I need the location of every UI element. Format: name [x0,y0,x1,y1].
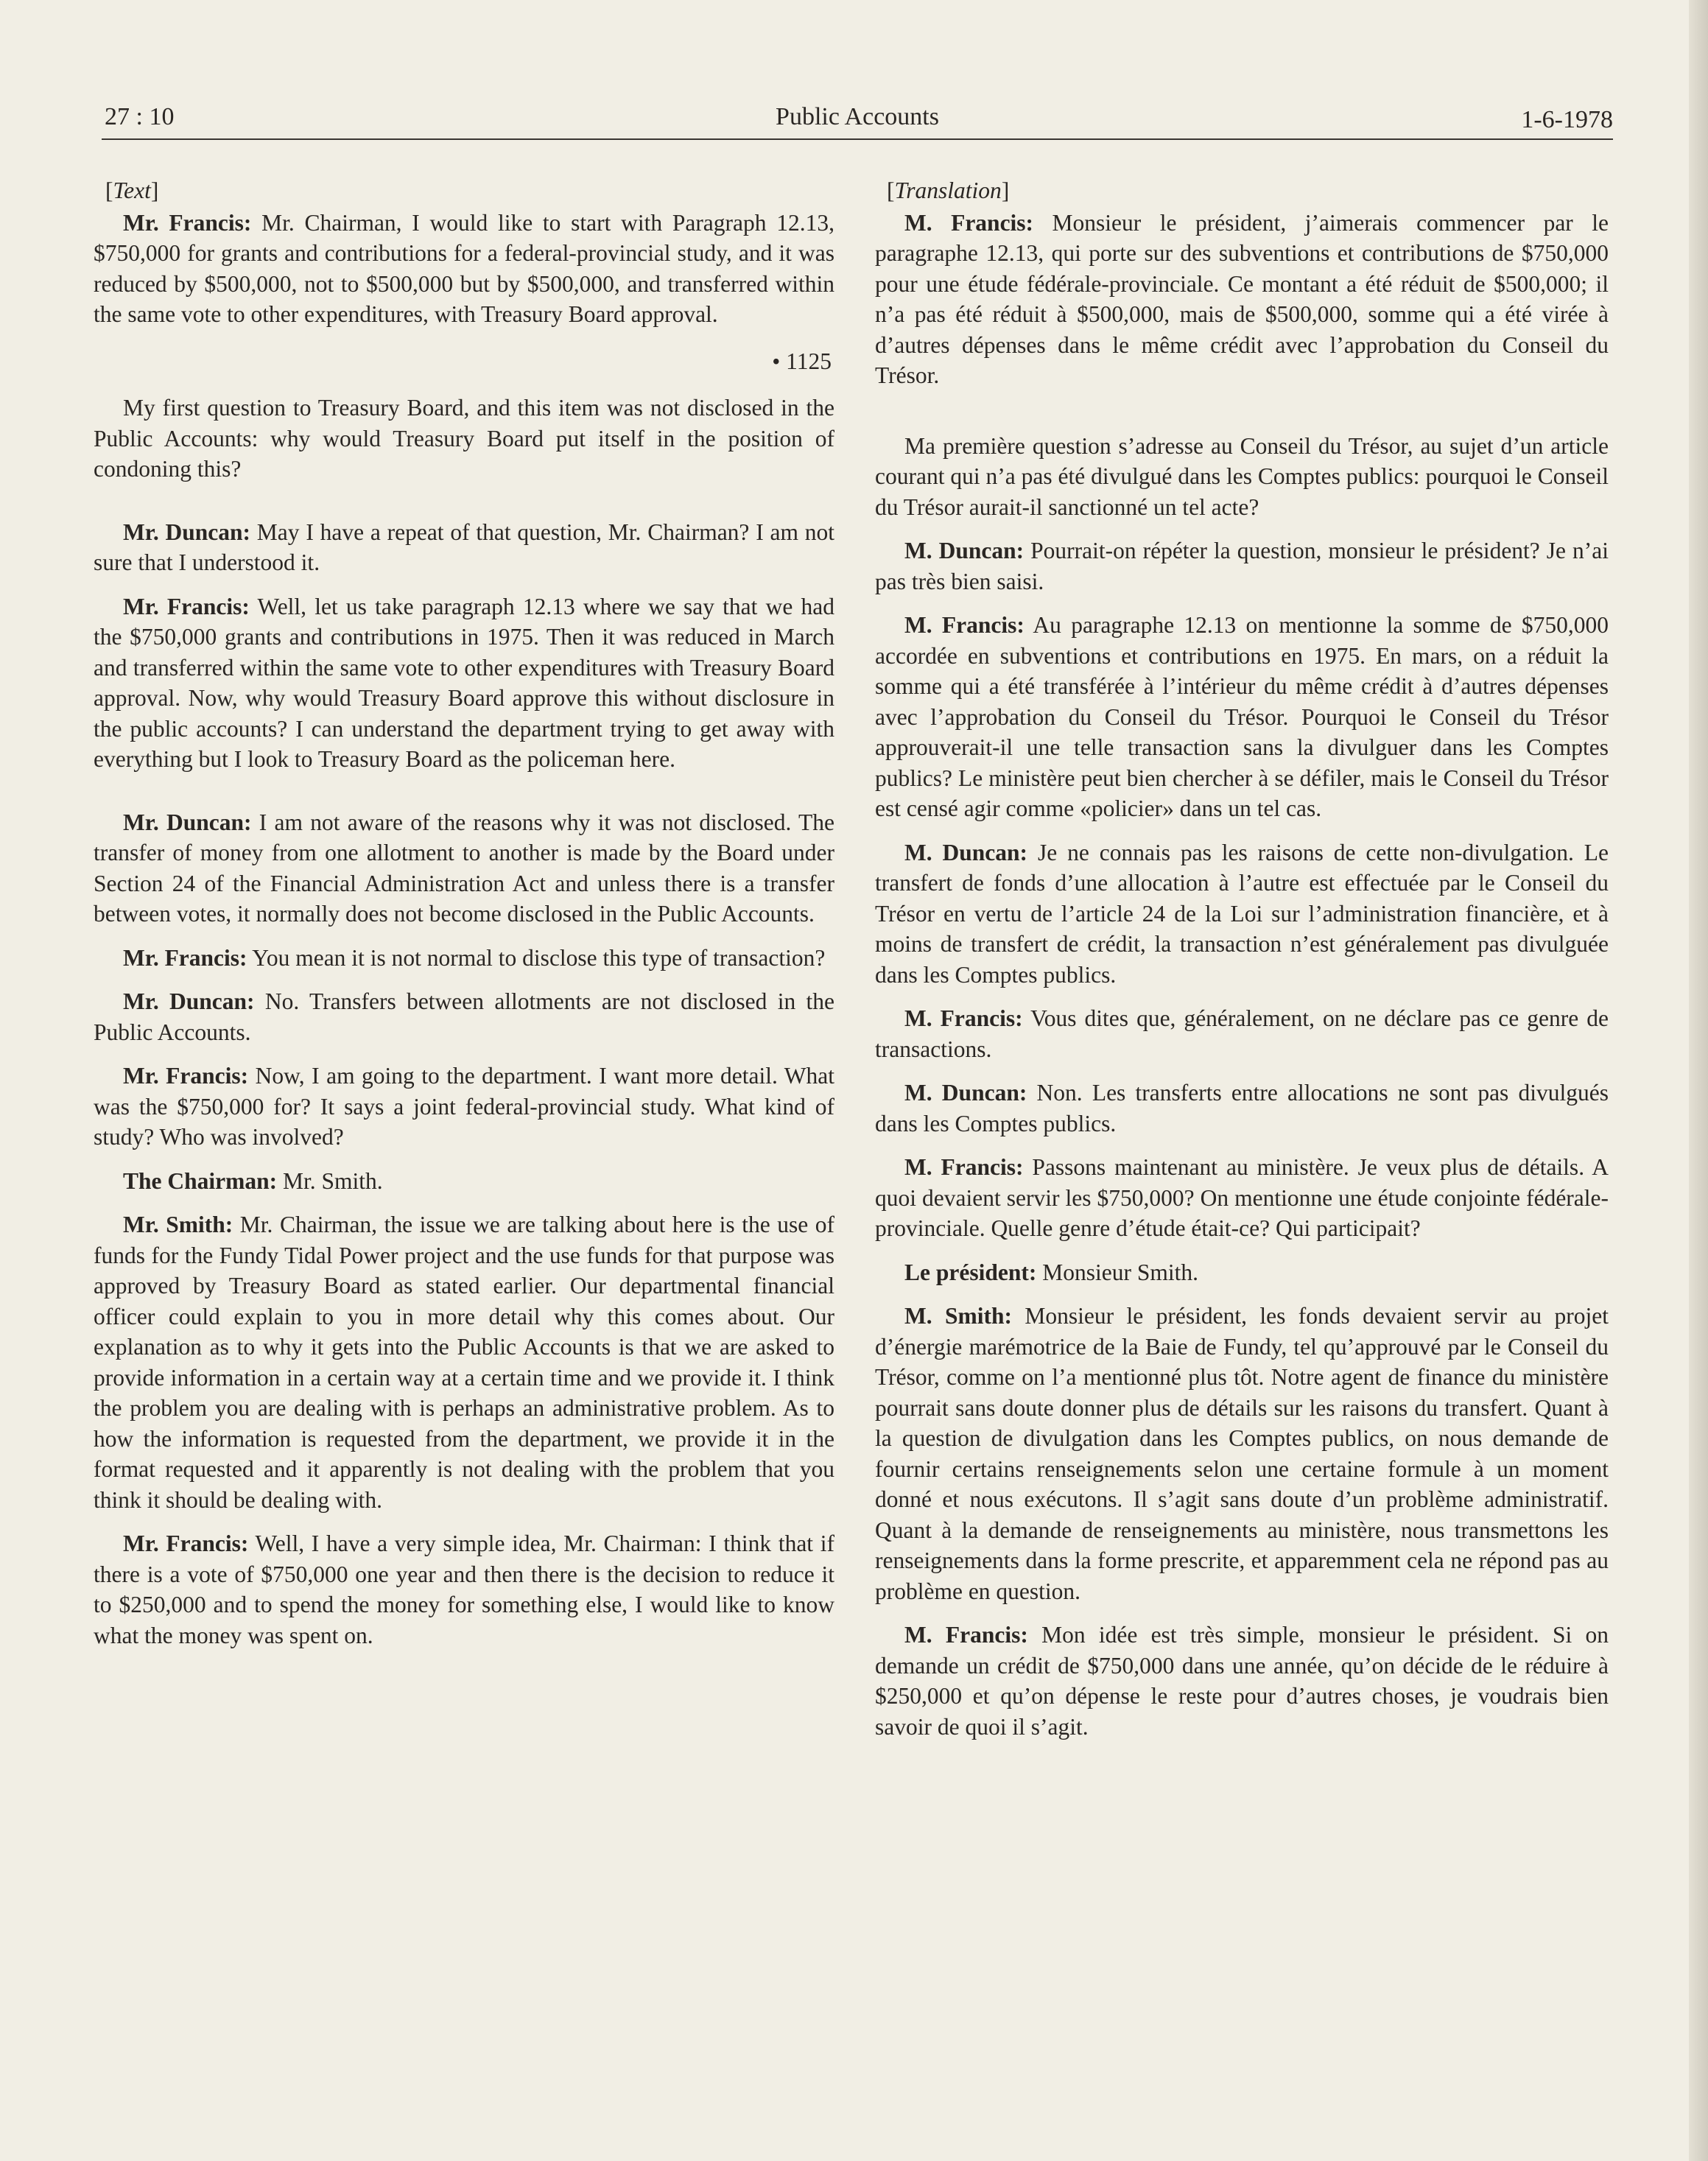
english-column [94,175,834,1664]
speech: Vous dites que, généralement, on ne déclare pas ce genre de transactions. [875,1005,1609,1062]
speaker: Mr. Smith: [123,1212,233,1237]
page-number: 27 : 10 [105,103,175,130]
paragraph [875,610,1609,824]
speaker: Mr. Francis: [123,944,247,971]
speech: Monsieur le président, j’aimerais commencer par le paragraphe 12.13, qui porte sur des subventions et contributions de $750,000 pour une étude fédérale-provinciale. Ce montant a été réduit de $500,000; il n’a pas été réduit à $500,000, mais de $500,000, somme qui a été virée à d’autres dépenses dans le même crédit avec l’approbation du Conseil du Trésor. [875,209,1609,388]
speech: I am not aware of the reasons why it was not disclosed. The transfer of money from one allotment to another is made by the Board under Section 24 of the Financial Administration Act and unless there is a transfer between votes, it normally does not become disclosed in the Public Accounts. [94,809,834,927]
paragraph [94,1528,834,1651]
speaker: M. Francis: [904,612,1025,638]
speech: Well, I have a very simple idea, Mr. Chairman: I think that if there is a vote of $750,000 one year and then there is the decision to reduce it to $250,000 and to spend the money for something else, I would like to know what the money was spent on. [94,1531,835,1648]
header-rule [102,138,1613,140]
speaker: Mr. Francis: [123,1063,249,1089]
speaker: M. Duncan: [904,1080,1027,1106]
speech: May I have a repeat of that question, Mr. Chairman? I am not sure that I understood it. [94,519,834,575]
paragraph [94,986,834,1047]
speech: Pourrait-on répéter la question, monsieur le président? Je n’ai pas très bien saisi. [875,538,1609,594]
speaker: Mr. Francis: [123,1531,249,1556]
page-header [102,103,1613,141]
paragraph [875,1003,1609,1064]
paragraph [94,1166,834,1197]
language-label: [Translation] [887,178,1010,203]
speech: Now, I am going to the department. I want more detail. What was the $750,000 for? It says a joint federal-provincial study. What kind of study? Who was involved? [94,1063,835,1150]
paragraph [94,208,834,330]
speech: You mean it is not normal to disclose this type of transaction? [247,944,826,971]
speaker: Le président: [904,1259,1037,1285]
language-label: [Text] [105,178,159,203]
speech: Monsieur le président, les fonds devaient servir au projet d’énergie marémotrice de la Baie de Fundy, tel qu’approuvé par le Conseil du Trésor, comme on l’a mentionné plus tôt. Notre agent de finance du ministère pourrait sans doute donner plus de détails sur les raisons du transfert. Quant à la question de divulgation dans les Comptes publics, on nous demande de fournir certains renseignements selon une certaine formule à un moment donné et nous exécutons. Il s’agit sans doute d’un problème administratif. Quant à la demande de renseignements au ministère, nous transmettons les renseignements dans la forme prescrite, et apparemment cela ne répond pas au problème en question. [875,1303,1609,1604]
speech: Mr. Chairman, the issue we are talking about here is the use of funds for the Fundy Tidal Power project and the use funds for that purpose was approved by Treasury Board as stated earlier. Our departmental financial officer could explain to you in more detail why this comes about. Our explanation as to why it gets into the Public Accounts is that we are asked to provide information in a certain way at a certain time and we provide it. I think the problem you are dealing with is perhaps an administrative problem. As to how the information is requested from the department, we provide it in the format requested and it apparently is not dealing with the problem that you think it should be dealing with. [94,1212,834,1513]
speaker: The Chairman: [123,1167,278,1194]
paragraph [875,535,1609,597]
speaker: M. Duncan: [904,538,1025,563]
speech: Mon idée est très simple, monsieur le président. Si on demande un crédit de $750,000 dans une année, qu’on décide de le réduire à $250,000 et qu’on dépense le reste pour d’autres choses, je voudrais bien savoir de quoi il s’agit. [875,1622,1609,1740]
paragraph [94,943,834,974]
speaker: Mr. Duncan: [123,519,251,545]
speaker: Mr. Francis: [123,209,252,236]
paragraph [875,1152,1609,1244]
paragraph [94,807,834,930]
paragraph [875,1620,1609,1742]
speech: Well, let us take paragraph 12.13 where we say that we had the $750,000 grants and contributions in 1975. Then it was reduced in March and transferred within the same vote to other expenditures with Treasury Board approval. Now, why would Treasury Board approve this without disclosure in the public accounts? I can understand the department trying to get away with everything but I look to Treasury Board as the policeman here. [94,593,834,772]
paragraph [875,1078,1609,1139]
speaker: M. Smith: [904,1303,1013,1329]
page-edge [1689,0,1708,2161]
paragraph [94,517,834,578]
french-column [875,175,1609,1755]
speech: Passons maintenant au ministère. Je veux plus de détails. A quoi devaient servir les $750,000? On mentionne une étude conjointe fédérale-provinciale. Quelle genre d’étude était-ce? Qui participait? [875,1154,1609,1241]
speech: Non. Les transferts entre allocations ne sont pas divulgués dans les Comptes publics. [875,1080,1609,1136]
speech: Au paragraphe 12.13 on mentionne la somme de $750,000 accordée en subventions et contributions en 1975. En mars, on a réduit la somme qui a été transférée à l’intérieur du même crédit à d’autres dépenses avec l’approbation du Conseil du Trésor. Pourquoi le Conseil du Trésor approuverait-il une telle transaction sans la divulguer dans les Comptes publics? Le ministère peut bien chercher à se défiler, mais le Conseil du Trésor est censé agir comme «policier» dans un tel cas. [875,612,1609,821]
speech: No. Transfers between allotments are not disclosed in the Public Accounts. [94,988,834,1045]
paragraph [875,1301,1609,1606]
speaker: Mr. Francis: [123,593,250,619]
speech: Mr. Smith. [277,1167,383,1194]
speaker: M. Francis: [904,1005,1023,1031]
speech: Je ne connais pas les raisons de cette non-divulgation. Le transfert de fonds d’une allocation à l’autre est effectuée par le Conseil du Trésor en vertu de l’article 24 de la Loi sur l’administration financière, et à moins de transfert de crédit, la transaction n’est généralement pas divulguée dans les Comptes publics. [875,839,1609,988]
paragraph [94,1209,834,1515]
paragraph [875,208,1609,391]
speaker: M. Francis: [904,209,1034,236]
speaker: Mr. Duncan: [123,809,252,835]
speaker: Mr. Duncan: [123,988,255,1014]
running-title: Public Accounts [776,103,939,130]
speaker: M. Francis: [904,1622,1028,1648]
speech: Monsieur Smith. [1036,1259,1198,1285]
paragraph [94,1061,834,1153]
issue-date: 1-6-1978 [1521,106,1613,133]
speaker: M. Duncan: [904,839,1028,865]
paragraph: Ma première question s’adresse au Conseil du Trésor, au sujet d’un article courant qui n’a pas été divulgué dans les Comptes publics: pourquoi le Conseil du Trésor aurait-il sanctionné un tel acte? [875,432,1609,520]
speech: Mr. Chairman, I would like to start with Paragraph 12.13, $750,000 for grants and contributions for a federal-provincial study, and it was reduced by $500,000, not to $500,000 but by $500,000, and transferred within the same vote to other expenditures, with Treasury Board approval. [94,209,834,327]
paragraph [94,591,834,775]
time-marker: • 1125 [772,348,832,374]
paragraph [875,837,1609,991]
speaker: M. Francis: [904,1154,1024,1180]
paragraph [875,1257,1609,1288]
paragraph: My first question to Treasury Board, and this item was not disclosed in the Public Accounts: why would Treasury Board put itself in the position of condoning this? [94,395,834,482]
